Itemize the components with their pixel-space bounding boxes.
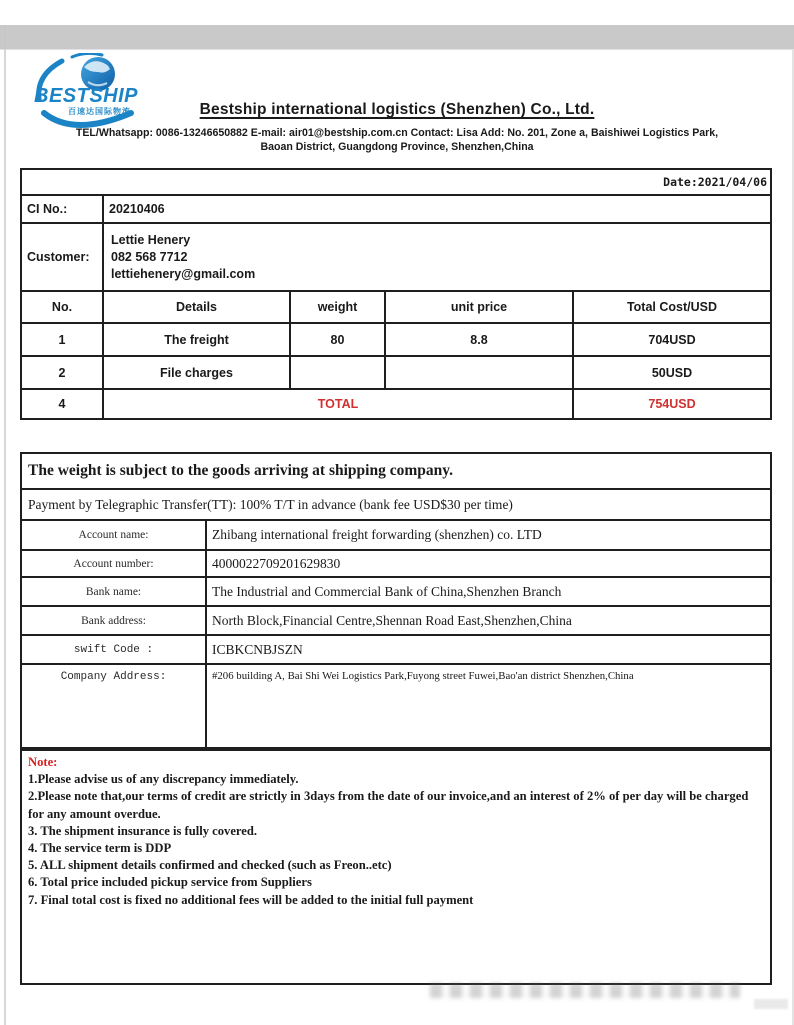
note-item-2: 2.Please note that,our terms of credit are strictly in 3days from the date of our invoice,and an interest of 2% of per day will be charged for any amount overdue. xyxy=(28,789,749,821)
payment-terms-text: Payment by Telegraphic Transfer(TT): 100% T/T in advance (bank fee USD$30 per time) xyxy=(28,496,513,512)
charges-header-row xyxy=(22,290,770,322)
table-row xyxy=(22,355,770,388)
company-address-value: #206 building A, Bai Shi Wei Logistics Park,Fuyong street Fuwei,Bao'an district Shenzhen,China xyxy=(205,665,770,747)
account-name-row xyxy=(22,519,770,549)
weight-note-text: The weight is subject to the goods arriving at shipping company. xyxy=(28,462,454,479)
row1-total: 704USD xyxy=(572,324,770,355)
swift-code-label: swift Code : xyxy=(73,643,154,656)
payment-terms-row xyxy=(22,488,770,519)
customer-email: lettiehenery@gmail.com xyxy=(111,266,256,281)
note-item-6: 6. Total price included pickup service from Suppliers xyxy=(28,875,312,890)
col-header-total-cost: Total Cost/USD xyxy=(572,292,770,322)
company-address-row xyxy=(22,663,770,747)
col-header-weight: weight xyxy=(289,292,384,322)
swift-code-row xyxy=(22,634,770,663)
bank-address-row xyxy=(22,605,770,634)
customer-label: Customer: xyxy=(27,250,90,264)
payment-details-table xyxy=(20,452,772,749)
account-number-row xyxy=(22,549,770,576)
corner-smudge xyxy=(754,999,788,1009)
row2-no: 2 xyxy=(58,365,66,380)
account-number-value: 4000022709201629830 xyxy=(205,551,770,576)
note-item-1: 1.Please advise us of any discrepancy immediately. xyxy=(28,772,299,787)
row1-details: The freight xyxy=(102,324,289,355)
row2-unit-price xyxy=(384,357,572,388)
note-item-4: 4. The service term is DDP xyxy=(28,841,172,856)
section-gap xyxy=(20,420,772,452)
row2-total: 50USD xyxy=(572,357,770,388)
account-name-label: Account name: xyxy=(78,529,149,541)
ci-no-label: CI No.: xyxy=(27,202,68,216)
customer-name: Lettie Henery xyxy=(111,232,191,247)
total-row xyxy=(22,388,770,418)
weight-note-row xyxy=(22,454,770,488)
table-row xyxy=(22,322,770,355)
row1-no: 1 xyxy=(58,332,66,347)
bank-address-label: Bank address: xyxy=(81,614,146,627)
col-header-no: No. xyxy=(51,300,73,314)
notes-title: Note: xyxy=(28,755,58,769)
bank-name-label: Bank name: xyxy=(85,585,142,598)
col-header-details: Details xyxy=(102,292,289,322)
invoice-body xyxy=(20,168,772,985)
row2-details: File charges xyxy=(102,357,289,388)
account-number-label: Account number: xyxy=(73,557,154,570)
logo-chinese-text: 百速达国际物流 xyxy=(68,107,131,116)
col-header-unit-price: unit price xyxy=(384,292,572,322)
total-row-no: 4 xyxy=(58,397,66,411)
total-label: TOTAL xyxy=(102,390,572,418)
note-item-7: 7. Final total cost is fixed no additional fees will be added to the initial full payment xyxy=(28,892,474,907)
invoice-info-and-charges-table xyxy=(20,168,772,420)
bank-address-value: North Block,Financial Centre,Shennan Road East,Shenzhen,China xyxy=(205,607,770,634)
swift-code-value: ICBKCNBJSZN xyxy=(205,636,770,663)
bank-name-row xyxy=(22,576,770,605)
company-title: Bestship international logistics (Shenzhen) Co., Ltd. xyxy=(199,101,595,118)
contact-line-2: Baoan District, Guangdong Province, Shenzhen,China xyxy=(260,141,534,153)
contact-line-1: TEL/Whatsapp: 0086-13246650882 E-mail: air01@bestship.com.cn Contact: Lisa Add: No. 201, Zone a, Baishiwei Logistics Park, xyxy=(75,127,719,139)
page-left-edge xyxy=(4,25,6,1025)
row1-weight: 80 xyxy=(289,324,384,355)
total-amount: 754USD xyxy=(572,390,770,418)
account-name-value: Zhibang international freight forwarding (shenzhen) co. LTD xyxy=(205,521,770,549)
bank-name-value: The Industrial and Commercial Bank of China,Shenzhen Branch xyxy=(205,578,770,605)
date-row xyxy=(22,170,770,194)
ci-no-value: 20210406 xyxy=(102,196,770,222)
logo-brand-text: BESTSHIP xyxy=(34,85,139,107)
invoice-date: Date:2021/04/06 xyxy=(663,175,767,189)
customer-row xyxy=(22,222,770,290)
company-address-label: Company Address: xyxy=(60,671,167,683)
ci-number-row xyxy=(22,194,770,222)
row1-unit-price: 8.8 xyxy=(384,324,572,355)
note-item-5: 5. ALL shipment details confirmed and checked (such as Freon..etc) xyxy=(28,858,392,873)
customer-phone: 082 568 7712 xyxy=(111,249,188,264)
invoice-header xyxy=(0,25,794,168)
bestship-logo xyxy=(28,53,156,135)
notes-section xyxy=(20,749,772,985)
note-item-3: 3. The shipment insurance is fully covered. xyxy=(28,823,258,838)
row2-weight xyxy=(289,357,384,388)
customer-details xyxy=(102,224,770,290)
faint-watermark xyxy=(430,983,740,998)
